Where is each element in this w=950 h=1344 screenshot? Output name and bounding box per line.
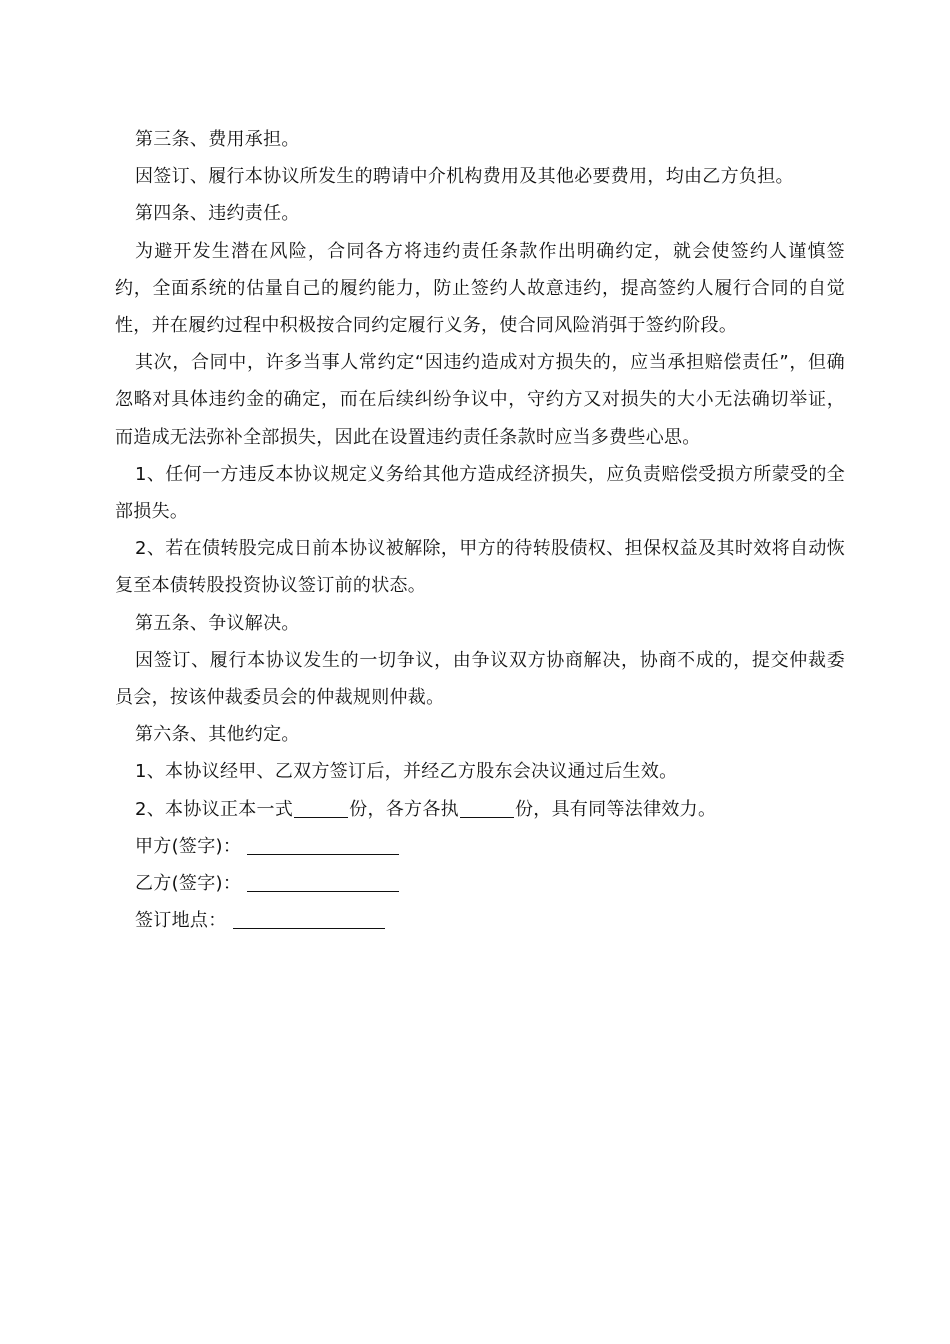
article3-body: 因签订、履行本协议所发生的聘请中介机构费用及其他必要费用，均由乙方负担。 bbox=[135, 166, 794, 188]
article4-intro: 为避开发生潜在风险，合同各方将违约责任条款作出明确约定，就会使签约人谨慎签约，全面系统的估量自己的履约能力，防止签约人故意违约，提高签约人履行合同的自觉性，并在履约过程中积极按合同约定履行义务，使合同风险消弭于签约阶段。 bbox=[115, 240, 845, 337]
party-b-label: 乙方(签字)： bbox=[135, 873, 242, 895]
signing-place-label: 签订地点： bbox=[135, 910, 227, 932]
party-b-signature-line bbox=[115, 865, 845, 902]
article4-item2: 2、若在债转股完成日前本协议被解除，甲方的待转股债权、担保权益及其时效将自动恢复至本债转股投资协议签订前的状态。 bbox=[115, 538, 845, 597]
signing-place-blank bbox=[233, 910, 385, 929]
article6-item2 bbox=[115, 791, 845, 828]
article5-title: 第五条、争议解决。 bbox=[135, 612, 300, 634]
article4-note: 其次，合同中，许多当事人常约定“因违约造成对方损失的，应当承担赔偿责任”，但确忽略对具体违约金的确定，而在后续纠纷争议中，守约方又对损失的大小无法确切举证，而造成无法弥补全部损失，因此在设置违约责任条款时应当多费些心思。 bbox=[115, 352, 845, 448]
document-body bbox=[115, 121, 845, 939]
copies-clause-part2: 份，各方各执 bbox=[349, 798, 459, 820]
signing-place-line bbox=[115, 902, 845, 939]
article4-title: 第四条、违约责任。 bbox=[135, 203, 300, 225]
copies-clause-part1: 2、本协议正本一式 bbox=[135, 798, 294, 820]
article6-title: 第六条、其他约定。 bbox=[135, 724, 300, 746]
party-a-label: 甲方(签字)： bbox=[135, 835, 242, 857]
article4-item1: 1、任何一方违反本协议规定义务给其他方造成经济损失，应负责赔偿受损方所蒙受的全部损失。 bbox=[115, 463, 845, 523]
copies-each-blank bbox=[460, 799, 514, 818]
party-a-signature-blank bbox=[247, 836, 399, 855]
party-b-signature-blank bbox=[247, 873, 399, 892]
article3-title: 第三条、费用承担。 bbox=[135, 129, 300, 150]
copies-count-blank bbox=[294, 799, 348, 818]
article6-item1: 1、本协议经甲、乙双方签订后，并经乙方股东会决议通过后生效。 bbox=[135, 761, 678, 783]
copies-clause-part3: 份，具有同等法律效力。 bbox=[514, 798, 717, 820]
article5-body: 因签订、履行本协议发生的一切争议，由争议双方协商解决，协商不成的，提交仲裁委员会，按该仲裁委员会的仲裁规则仲裁。 bbox=[115, 649, 845, 709]
party-a-signature-line bbox=[115, 828, 845, 865]
